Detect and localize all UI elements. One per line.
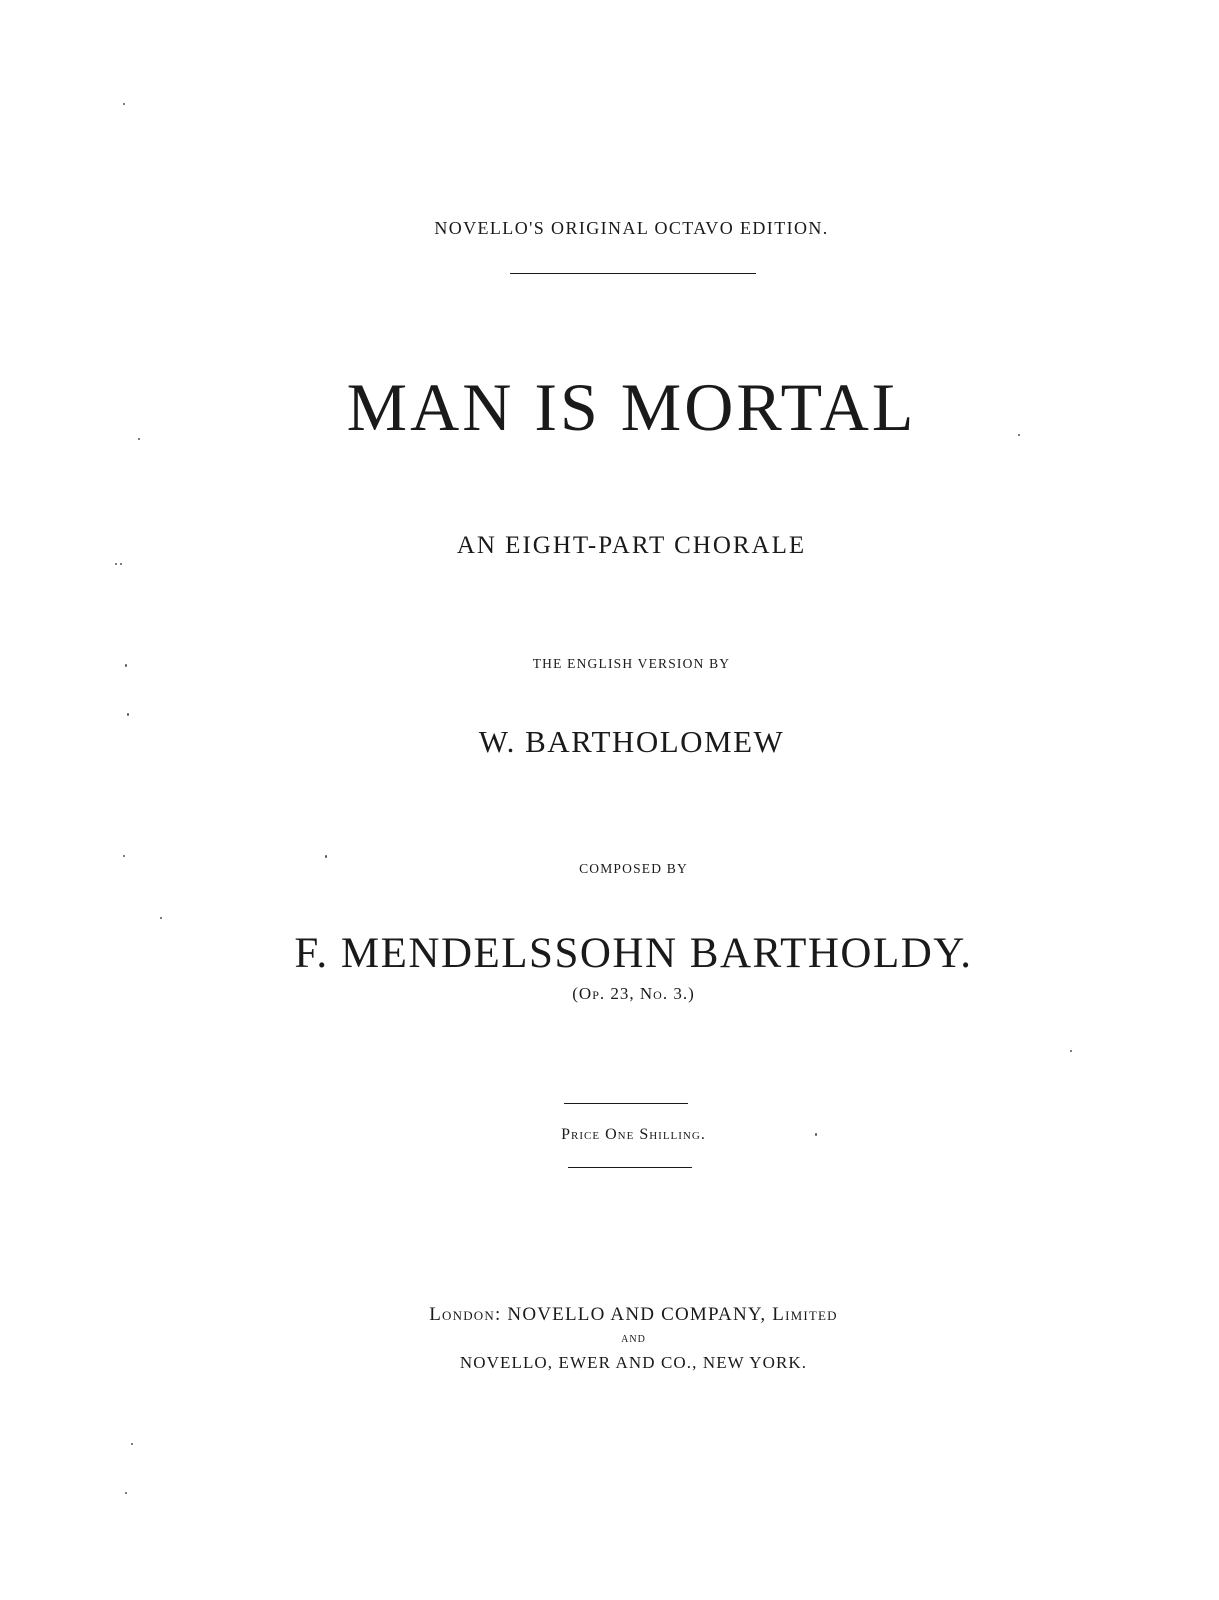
publisher-city: London:: [429, 1304, 502, 1325]
publisher-suffix: Limited: [772, 1304, 838, 1325]
composer-name: F. MENDELSSOHN BARTHOLDY.: [294, 930, 973, 977]
scan-speck: [815, 1133, 817, 1136]
subtitle: AN EIGHT-PART CHORALE: [456, 532, 807, 559]
price-line: Price One Shilling.: [561, 1126, 706, 1143]
publisher-line: [24, 1304, 1219, 1326]
scan-speck: [125, 1492, 127, 1494]
scan-speck: [1018, 434, 1020, 436]
scan-speck: [1070, 1050, 1072, 1052]
scan-speck: [123, 855, 125, 857]
scan-speck: [131, 1443, 133, 1445]
english-version-label: THE ENGLISH VERSION BY: [532, 656, 731, 671]
translator-name: W. BARTHOLOMEW: [478, 724, 785, 759]
opus-number: (Op. 23, No. 3.): [572, 984, 695, 1003]
scan-speck: [325, 855, 327, 858]
publisher-and: AND: [621, 1334, 646, 1345]
scan-speck: [127, 713, 129, 716]
publisher-second-line: NOVELLO, EWER AND CO., NEW YORK.: [459, 1353, 808, 1372]
scan-speck: [138, 438, 140, 440]
publisher-name: NOVELLO AND COMPANY,: [507, 1304, 767, 1325]
price-rule-bottom: [568, 1167, 692, 1168]
scan-speck: [123, 103, 125, 105]
scan-speck: [160, 917, 162, 919]
price-rule-top: [564, 1103, 688, 1104]
edition-line: NOVELLO'S ORIGINAL OCTAVO EDITION.: [434, 218, 829, 238]
composed-by-label: COMPOSED BY: [579, 861, 688, 876]
scan-speck: [125, 664, 127, 667]
scan-speck: [120, 563, 122, 565]
page-title: MAN IS MORTAL: [346, 369, 917, 445]
edition-rule: [510, 273, 756, 274]
scan-speck: [115, 563, 117, 565]
